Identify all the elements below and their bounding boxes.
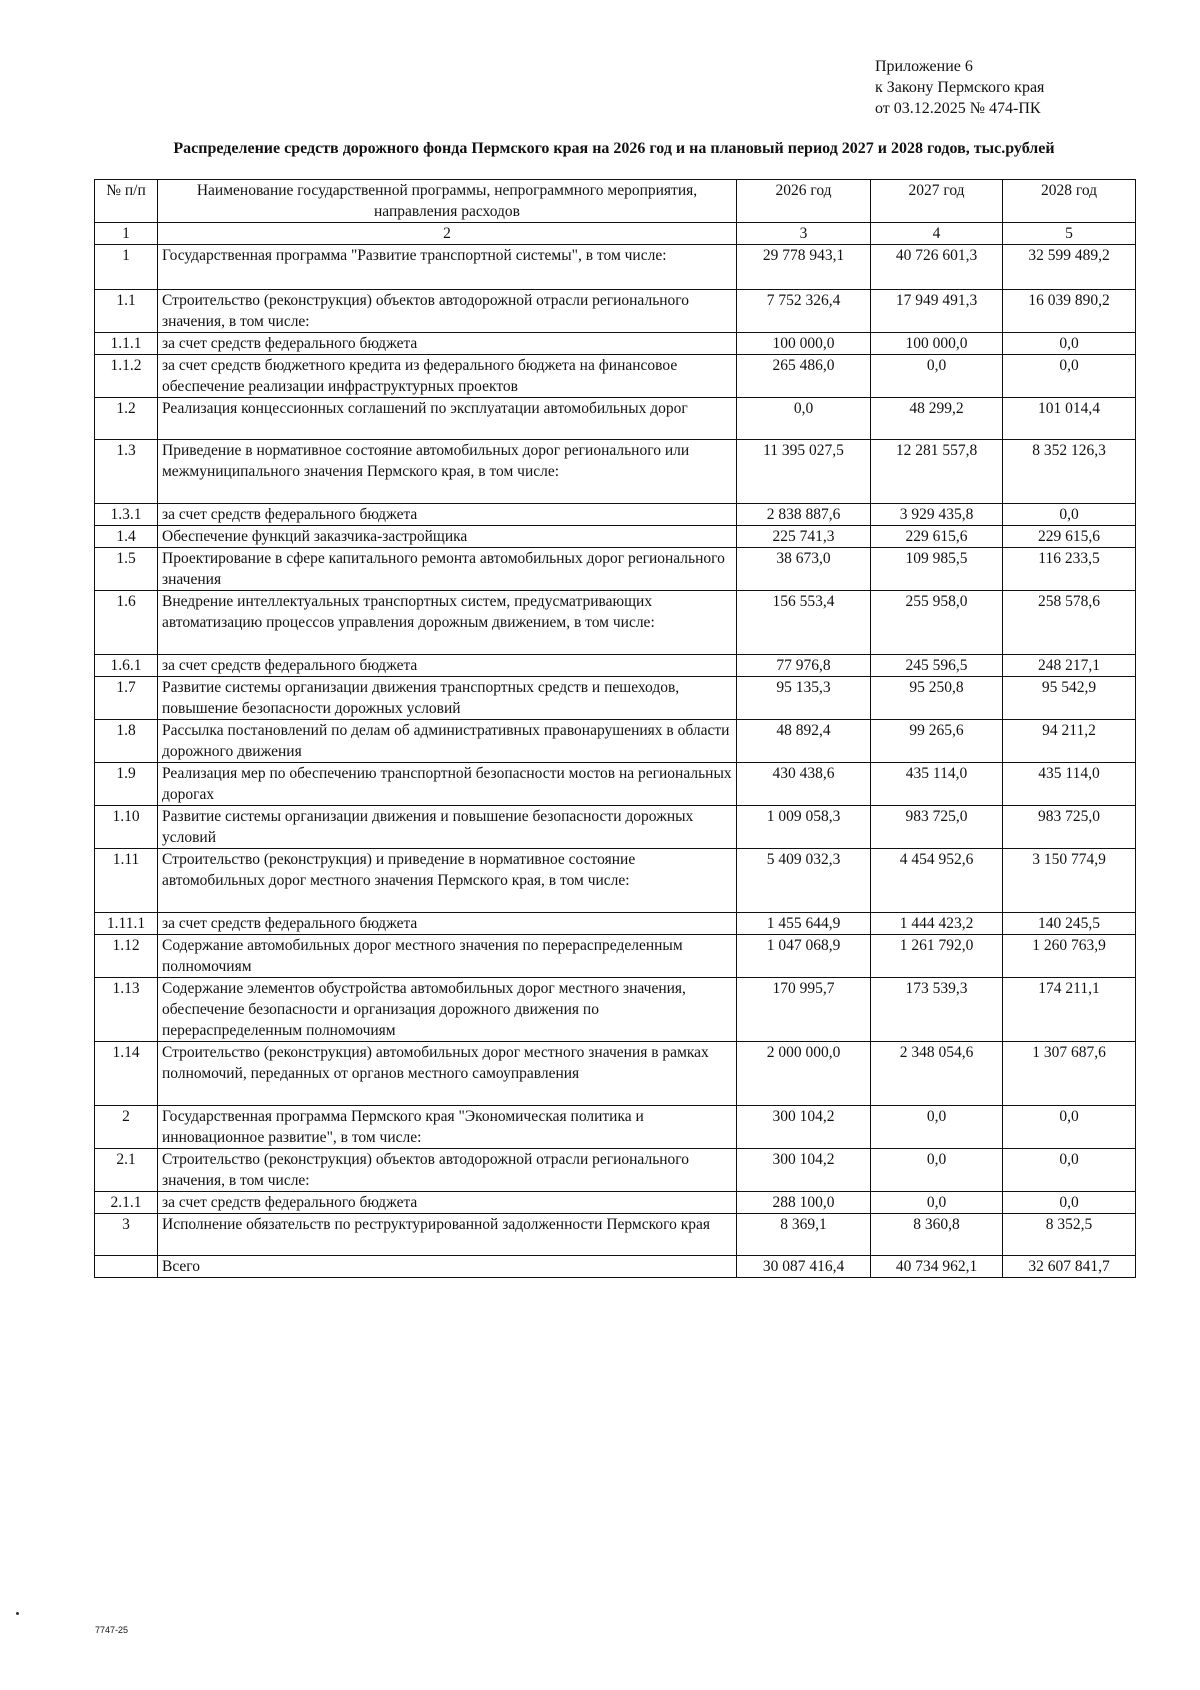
row-name: Строительство (реконструкция) объектов автодорожной отрасли регионального значения, в том числе:	[158, 290, 737, 333]
value-2028: 32 607 841,7	[1003, 1256, 1136, 1278]
value-2026: 77 976,8	[737, 655, 871, 677]
row-name: Государственная программа "Развитие транспортной системы", в том числе:	[158, 245, 737, 290]
table-row	[95, 548, 1136, 591]
value-2026: 0,0	[737, 398, 871, 440]
value-2028: 0,0	[1003, 1149, 1136, 1192]
value-2027: 0,0	[871, 1106, 1003, 1149]
appendix-line-1: Приложение 6	[875, 58, 973, 75]
row-name: Строительство (реконструкция) объектов автодорожной отрасли регионального значения, в том числе:	[158, 1149, 737, 1192]
row-name: Исполнение обязательств по реструктурированной задолженности Пермского края	[158, 1214, 737, 1256]
value-2026: 430 438,6	[737, 763, 871, 806]
row-name: Обеспечение функций заказчика-застройщика	[158, 526, 737, 548]
value-2028: 8 352,5	[1003, 1214, 1136, 1256]
value-2027: 1 261 792,0	[871, 935, 1003, 978]
row-number: 1.9	[95, 763, 158, 806]
row-number: 1.1.2	[95, 355, 158, 398]
value-2026: 1 047 068,9	[737, 935, 871, 978]
row-name: Внедрение интеллектуальных транспортных систем, предусматривающих автоматизацию процессов управления дорожным движением, в том числе:	[158, 591, 737, 655]
value-2026: 156 553,4	[737, 591, 871, 655]
row-name: Содержание автомобильных дорог местного значения по перераспределенным полномочиям	[158, 935, 737, 978]
row-name: Строительство (реконструкция) автомобильных дорог местного значения в рамках полномочий, переданных от органов местного самоуправления	[158, 1042, 737, 1106]
table-row	[95, 978, 1136, 1042]
table-row	[95, 591, 1136, 655]
value-2028: 983 725,0	[1003, 806, 1136, 849]
row-name: за счет средств федерального бюджета	[158, 333, 737, 355]
row-number: 1.1.1	[95, 333, 158, 355]
row-name: Государственная программа Пермского края "Экономическая политика и инновационное развитие", в том числе:	[158, 1106, 737, 1149]
row-name: Реализация мер по обеспечению транспортной безопасности мостов на региональных дорогах	[158, 763, 737, 806]
row-number: 1.14	[95, 1042, 158, 1106]
row-name: за счет средств федерального бюджета	[158, 1192, 737, 1214]
row-name: Рассылка постановлений по делам об административных правонарушениях в области дорожного движения	[158, 720, 737, 763]
value-2027: 40 726 601,3	[871, 245, 1003, 290]
column-number: 5	[1003, 223, 1136, 245]
row-name: Всего	[158, 1256, 737, 1278]
header-name: Наименование государственной программы, непрограммного мероприятия, направления расходов	[158, 180, 737, 223]
value-2028: 258 578,6	[1003, 591, 1136, 655]
document-title: Распределение средств дорожного фонда Пермского края на 2026 год и на плановый период 2027 и 2028 годов, тыс.рублей	[173, 140, 1055, 157]
row-number: 1.13	[95, 978, 158, 1042]
row-name: за счет средств бюджетного кредита из федерального бюджета на финансовое обеспечение реализации инфраструктурных проектов	[158, 355, 737, 398]
row-number: 1.3	[95, 440, 158, 504]
table-header-row	[95, 180, 1136, 223]
table-row	[95, 763, 1136, 806]
value-2028: 0,0	[1003, 1192, 1136, 1214]
value-2028: 174 211,1	[1003, 978, 1136, 1042]
value-2027: 95 250,8	[871, 677, 1003, 720]
value-2027: 109 985,5	[871, 548, 1003, 591]
value-2026: 100 000,0	[737, 333, 871, 355]
value-2028: 229 615,6	[1003, 526, 1136, 548]
value-2028: 0,0	[1003, 1106, 1136, 1149]
value-2027: 245 596,5	[871, 655, 1003, 677]
column-number: 2	[158, 223, 737, 245]
value-2026: 95 135,3	[737, 677, 871, 720]
column-number: 3	[737, 223, 871, 245]
table-row	[95, 290, 1136, 333]
table-row	[95, 677, 1136, 720]
row-name: Приведение в нормативное состояние автомобильных дорог регионального или межмуниципального значения Пермского края, в том числе:	[158, 440, 737, 504]
value-2026: 300 104,2	[737, 1149, 871, 1192]
value-2026: 2 838 887,6	[737, 504, 871, 526]
value-2028: 1 260 763,9	[1003, 935, 1136, 978]
appendix-header	[875, 56, 1044, 119]
table-row	[95, 333, 1136, 355]
value-2027: 1 444 423,2	[871, 913, 1003, 935]
table-row	[95, 720, 1136, 763]
value-2028: 3 150 774,9	[1003, 849, 1136, 913]
value-2027: 983 725,0	[871, 806, 1003, 849]
value-2027: 48 299,2	[871, 398, 1003, 440]
row-name: Развитие системы организации движения транспортных средств и пешеходов, повышение безопасности дорожных условий	[158, 677, 737, 720]
row-number: 1.11	[95, 849, 158, 913]
value-2027: 3 929 435,8	[871, 504, 1003, 526]
row-number: 1.1	[95, 290, 158, 333]
value-2026: 38 673,0	[737, 548, 871, 591]
value-2028: 32 599 489,2	[1003, 245, 1136, 290]
value-2027: 2 348 054,6	[871, 1042, 1003, 1106]
table-row	[95, 655, 1136, 677]
appendix-line-2: к Закону Пермского края	[875, 79, 1045, 96]
column-number-row	[95, 223, 1136, 245]
table-row	[95, 504, 1136, 526]
row-number: 1.6.1	[95, 655, 158, 677]
table-row	[95, 526, 1136, 548]
row-number: 2.1	[95, 1149, 158, 1192]
value-2026: 7 752 326,4	[737, 290, 871, 333]
value-2027: 4 454 952,6	[871, 849, 1003, 913]
value-2026: 29 778 943,1	[737, 245, 871, 290]
row-number: 1.10	[95, 806, 158, 849]
column-number: 1	[95, 223, 158, 245]
row-name: за счет средств федерального бюджета	[158, 913, 737, 935]
value-2028: 0,0	[1003, 355, 1136, 398]
row-number: 1.6	[95, 591, 158, 655]
value-2027: 100 000,0	[871, 333, 1003, 355]
value-2028: 16 039 890,2	[1003, 290, 1136, 333]
row-name: Развитие системы организации движения и повышение безопасности дорожных условий	[158, 806, 737, 849]
document-code: 7747-25	[95, 1625, 129, 1635]
row-number: 1.11.1	[95, 913, 158, 935]
table-row	[95, 806, 1136, 849]
table-row	[95, 1214, 1136, 1256]
row-number: 2	[95, 1106, 158, 1149]
value-2028: 8 352 126,3	[1003, 440, 1136, 504]
value-2027: 229 615,6	[871, 526, 1003, 548]
row-number: 1.2	[95, 398, 158, 440]
row-number	[95, 1256, 158, 1278]
value-2027: 173 539,3	[871, 978, 1003, 1042]
value-2026: 288 100,0	[737, 1192, 871, 1214]
value-2028: 0,0	[1003, 333, 1136, 355]
row-number: 1.8	[95, 720, 158, 763]
table-row	[95, 398, 1136, 440]
table-row	[95, 1042, 1136, 1106]
header-2026: 2026 год	[737, 180, 871, 223]
table-row	[95, 245, 1136, 290]
value-2027: 99 265,6	[871, 720, 1003, 763]
table-row	[95, 355, 1136, 398]
header-2027: 2027 год	[871, 180, 1003, 223]
value-2027: 40 734 962,1	[871, 1256, 1003, 1278]
value-2027: 255 958,0	[871, 591, 1003, 655]
value-2026: 48 892,4	[737, 720, 871, 763]
value-2028: 116 233,5	[1003, 548, 1136, 591]
row-number: 3	[95, 1214, 158, 1256]
value-2027: 0,0	[871, 1149, 1003, 1192]
value-2028: 101 014,4	[1003, 398, 1136, 440]
row-name: за счет средств федерального бюджета	[158, 504, 737, 526]
value-2028: 248 217,1	[1003, 655, 1136, 677]
row-name: Реализация концессионных соглашений по эксплуатации автомобильных дорог	[158, 398, 737, 440]
value-2026: 1 009 058,3	[737, 806, 871, 849]
value-2027: 8 360,8	[871, 1214, 1003, 1256]
value-2028: 94 211,2	[1003, 720, 1136, 763]
table-row	[95, 440, 1136, 504]
value-2028: 0,0	[1003, 504, 1136, 526]
row-number: 1.12	[95, 935, 158, 978]
appendix-line-3: от 03.12.2025 № 474-ПК	[875, 100, 1041, 117]
row-number: 1	[95, 245, 158, 290]
table-row	[95, 913, 1136, 935]
row-name: Содержание элементов обустройства автомобильных дорог местного значения, обеспечение безопасности и организация дорожного движения по перераспределенным полномочиям	[158, 978, 737, 1042]
table-row	[95, 1149, 1136, 1192]
value-2026: 170 995,7	[737, 978, 871, 1042]
value-2026: 11 395 027,5	[737, 440, 871, 504]
header-num: № п/п	[95, 180, 158, 223]
value-2026: 1 455 644,9	[737, 913, 871, 935]
column-number: 4	[871, 223, 1003, 245]
table-row	[95, 849, 1136, 913]
value-2027: 435 114,0	[871, 763, 1003, 806]
value-2028: 435 114,0	[1003, 763, 1136, 806]
value-2026: 225 741,3	[737, 526, 871, 548]
value-2027: 12 281 557,8	[871, 440, 1003, 504]
total-row	[95, 1256, 1136, 1278]
row-number: 1.3.1	[95, 504, 158, 526]
table-row	[95, 935, 1136, 978]
table-row	[95, 1106, 1136, 1149]
value-2027: 0,0	[871, 355, 1003, 398]
row-number: 2.1.1	[95, 1192, 158, 1214]
value-2026: 5 409 032,3	[737, 849, 871, 913]
value-2026: 8 369,1	[737, 1214, 871, 1256]
value-2027: 0,0	[871, 1192, 1003, 1214]
row-name: за счет средств федерального бюджета	[158, 655, 737, 677]
scan-speck	[16, 1612, 19, 1615]
value-2026: 2 000 000,0	[737, 1042, 871, 1106]
row-name: Строительство (реконструкция) и приведение в нормативное состояние автомобильных дорог местного значения Пермского края, в том числе:	[158, 849, 737, 913]
value-2028: 140 245,5	[1003, 913, 1136, 935]
value-2028: 95 542,9	[1003, 677, 1136, 720]
row-number: 1.4	[95, 526, 158, 548]
value-2027: 17 949 491,3	[871, 290, 1003, 333]
table-row	[95, 1192, 1136, 1214]
header-2028: 2028 год	[1003, 180, 1136, 223]
row-number: 1.5	[95, 548, 158, 591]
value-2026: 300 104,2	[737, 1106, 871, 1149]
value-2028: 1 307 687,6	[1003, 1042, 1136, 1106]
row-number: 1.7	[95, 677, 158, 720]
row-name: Проектирование в сфере капитального ремонта автомобильных дорог регионального значения	[158, 548, 737, 591]
value-2026: 30 087 416,4	[737, 1256, 871, 1278]
road-fund-table	[94, 179, 1136, 1278]
value-2026: 265 486,0	[737, 355, 871, 398]
